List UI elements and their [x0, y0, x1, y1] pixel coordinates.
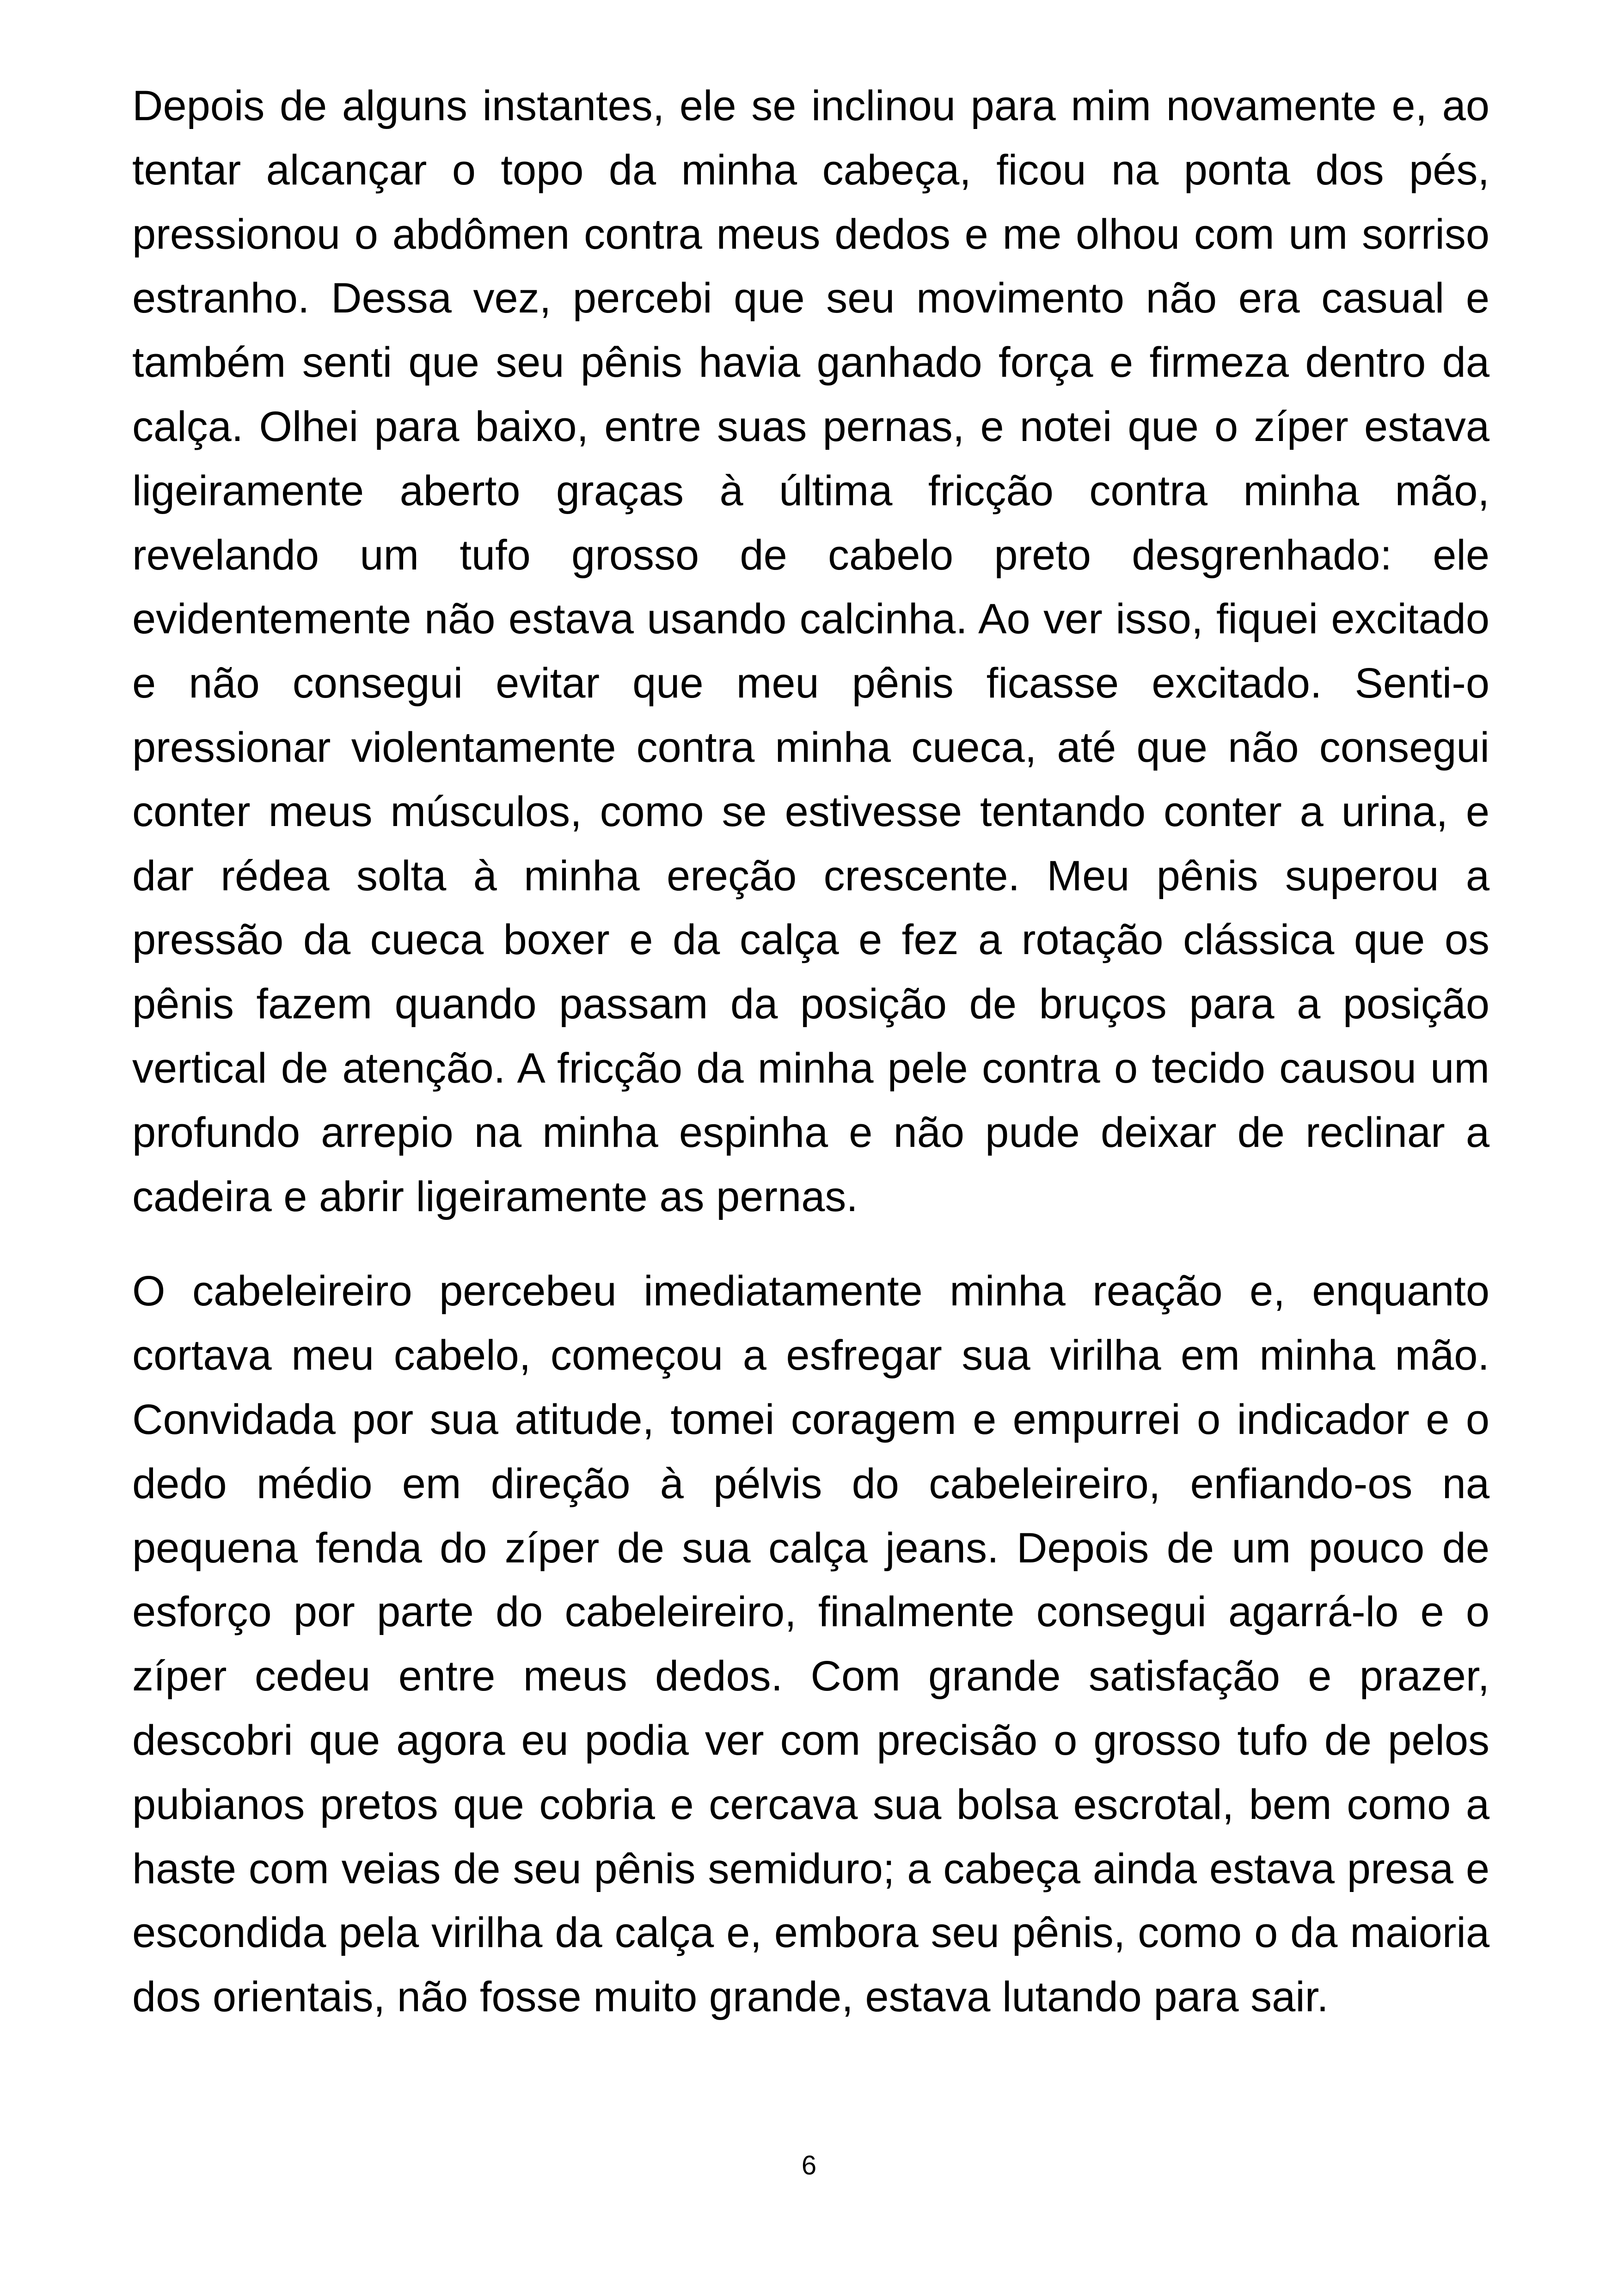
paragraph-1: Depois de alguns instantes, ele se inclinou para mim novamente e, ao tentar alcançar o topo da minha cabeça, ficou na ponta dos pés, pressionou o abdômen contra meus dedos e me olhou com um sorriso estranho. Dessa vez, percebi que seu movimento não era casual e também senti que seu pênis havia ganhado força e firmeza dentro da calça. Olhei para baixo, entre suas pernas, e notei que o zíper estava ligeiramente aberto graças à última fricção contra minha mão, revelando um tufo grosso de cabelo preto desgrenhado: ele evidentemente não estava usando calcinha. Ao ver isso, fiquei excitado e não consegui evitar que meu pênis ficasse excitado. Senti-o pressionar violentamente contra minha cueca, até que não consegui conter meus músculos, como se estivesse tentando conter a urina, e dar rédea solta à minha ereção crescente. Meu pênis superou a pressão da cueca boxer e da calça e fez a rotação clássica que os pênis fazem quando passam da posição de bruços para a posição vertical de atenção. A fricção da minha pele contra o tecido causou um profundo arrepio na minha espinha e não pude deixar de reclinar a cadeira e abrir ligeiramente as pernas. [132, 82, 1489, 1220]
page-number: 6 [801, 2150, 817, 2180]
paragraph-2: O cabeleireiro percebeu imediatamente minha reação e, enquanto cortava meu cabelo, começou a esfregar sua virilha em minha mão. Convidada por sua atitude, tomei coragem e empurrei o indicador e o dedo médio em direção à pélvis do cabeleireiro, enfiando-os na pequena fenda do zíper de sua calça jeans. Depois de um pouco de esforço por parte do cabeleireiro, finalmente consegui agarrá-lo e o zíper cedeu entre meus dedos. Com grande satisfação e prazer, descobri que agora eu podia ver com precisão o grosso tufo de pelos pubianos pretos que cobria e cercava sua bolsa escrotal, bem como a haste com veias de seu pênis semiduro; a cabeça ainda estava presa e escondida pela virilha da calça e, embora seu pênis, como o da maioria dos orientais, não fosse muito grande, estava lutando para sair. [132, 1267, 1489, 2021]
body-text [132, 74, 1489, 2029]
